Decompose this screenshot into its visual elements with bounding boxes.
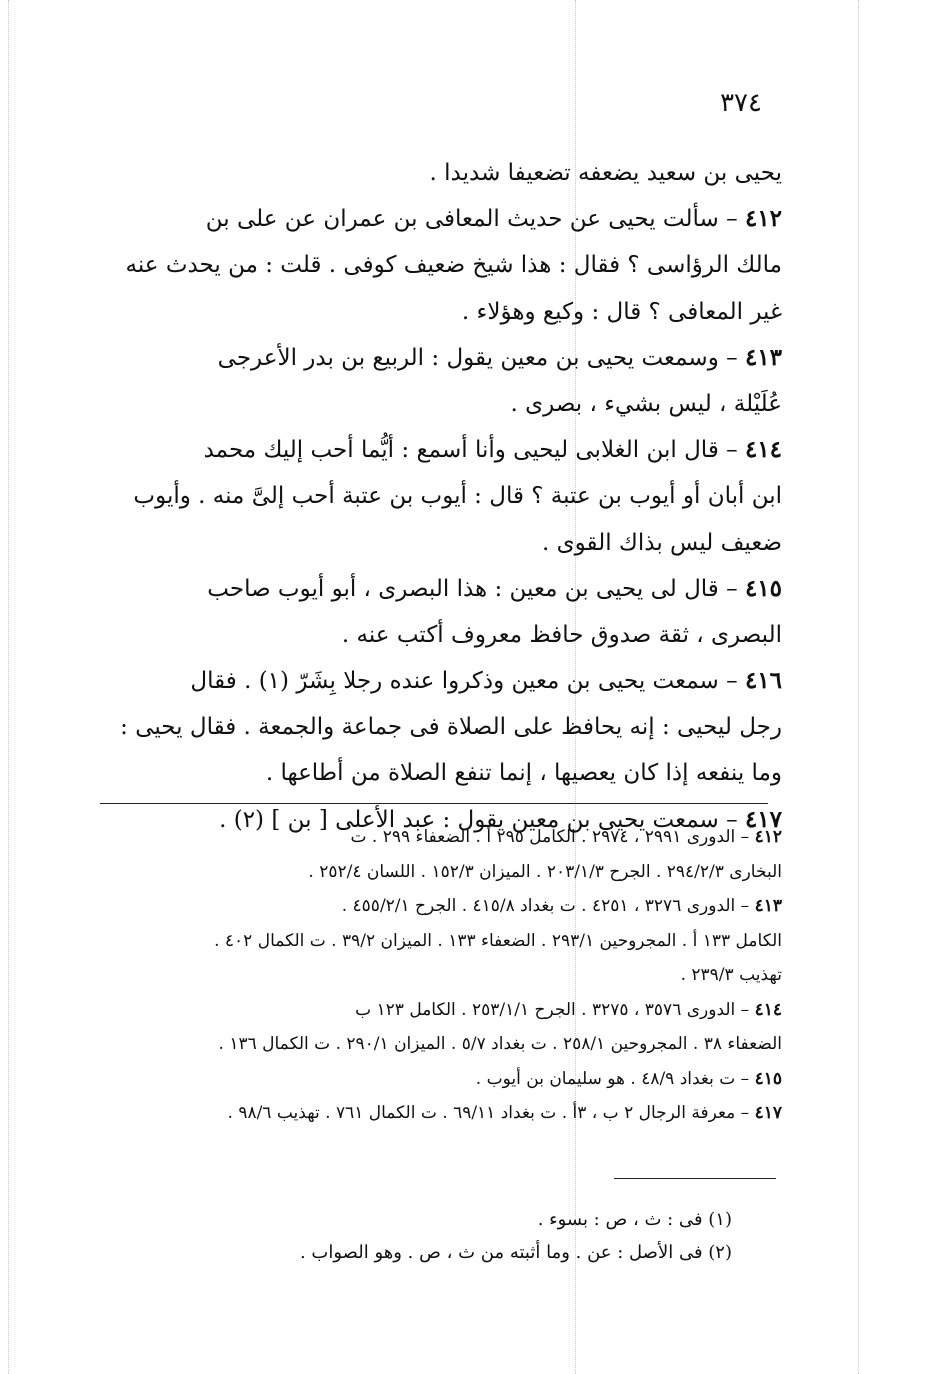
body-text: البصرى ، ثقة صدوق حافظ معروف أكتب عنه . (341, 621, 782, 648)
body-text: – سمعت يحيى بن معين يقول : عبد الأعلى [ بن ] (٢) . (219, 806, 745, 833)
page-number: ٣٧٤ (720, 88, 762, 118)
note-line (92, 855, 782, 890)
note-text: الكامل ١٣٣ أ . المجروحين ٢٩٣/١ . الضعفاء ١٣٣ . الميزان ٣٩/٢ . ت الكمال ٤٠٢ . (214, 930, 782, 951)
body-text: عُلَيْلة ، ليس بشيء ، بصرى . (510, 390, 782, 417)
body-text: يحيى بن سعيد يضعفه تضعيفا شديدا . (429, 160, 782, 186)
note-text: – الدورى ٣٥٧٦ ، ٣٢٧٥ . الجرح ٢٥٣/١/١ . الكامل ١٢٣ ب (355, 999, 755, 1020)
body-line (82, 704, 782, 750)
note-line (92, 1096, 782, 1131)
body-text: ابن أبان أو أيوب بن عتبة ؟ قال : أيوب بن عتبة أحب إلىَّ منه . وأيوب (133, 483, 782, 510)
note-entry-number: ٤١٢ (754, 827, 782, 847)
note-text: البخارى ٢٩٤/٢/٣ . الجرح ٢٠٣/١/٣ . الميزان ١٥٢/٣ . اللسان ٢٥٢/٤ . (308, 861, 782, 882)
body-line (82, 750, 782, 796)
body-text: – وسمعت يحيى بن معين يقول : الربيع بن بدر الأعرجى (217, 344, 745, 371)
body-line (82, 196, 782, 242)
body-entry-number: ٤١٦ (744, 667, 782, 695)
footnotes (150, 1203, 732, 1269)
note-entry-number: ٤١٤ (754, 999, 782, 1020)
body-line (82, 658, 782, 704)
body-text: – قال لى يحيى بن معين : هذا البصرى ، أبو أيوب صاحب (207, 575, 745, 602)
body-line (82, 473, 782, 519)
body-line (82, 612, 782, 658)
body-entry-number: ٤١٢ (744, 205, 782, 233)
note-text: الضعفاء ٣٨ . المجروحين ٢٥٨/١ . ت بغداد ٥/٧ . الميزان ٢٩٠/١ . ت الكمال ١٣٦ . (218, 1034, 782, 1054)
footnote-line: (١) فى : ث ، ص : بسوء . (537, 1209, 732, 1230)
scan-dotted-line (8, 0, 9, 1374)
note-line (92, 889, 782, 924)
body-text: مالك الرؤاسى ؟ فقال : هذا شيخ ضعيف كوفى . قلت : من يحدث عنه (125, 252, 782, 279)
body-text: غير المعافى ؟ قال : وكيع وهؤلاء . (461, 298, 782, 325)
note-text: – معرفة الرجال ٢ ب ، ٣أ . ت بغداد ٦٩/١١ . ت الكمال ٧٦١ . تهذيب ٩٨/٦ . (227, 1103, 755, 1123)
notes-separator (100, 803, 768, 804)
body-line (82, 566, 782, 612)
body-line (82, 335, 782, 381)
body-entry-number: ٤١٥ (744, 574, 782, 602)
body-line (82, 150, 782, 196)
body-text: ضعيف ليس بذاك القوى . (542, 529, 782, 556)
note-text: – الدورى ٢٩٩١ ، ٢٩٧٤ . الكامل ٢٩٥ أ . الضعفاء ٢٩٩ . ت (350, 827, 755, 847)
main-text (82, 150, 782, 843)
footnote-line: (٢) فى الأصل : عن . وما أثبته من ث ، ص . وهو الصواب . (299, 1242, 732, 1263)
body-entry-number: ٤١٤ (744, 436, 782, 464)
body-entry-number: ٤١٧ (744, 805, 782, 833)
body-text: – سمعت يحيى بن معين وذكروا عنده رجلا بِشَرّ (١) . فقال (190, 668, 745, 695)
scan-dotted-line (858, 0, 859, 1374)
body-line (82, 242, 782, 288)
note-line (92, 1062, 782, 1097)
note-text: – ت بغداد ٤٨/٩ . هو سليمان بن أيوب . (475, 1068, 755, 1089)
body-line (82, 289, 782, 335)
body-entry-number: ٤١٣ (744, 343, 782, 371)
body-text: – سألت يحيى عن حديث المعافى بن عمران عن على بن (205, 206, 745, 233)
note-line (92, 993, 782, 1028)
note-line (92, 1027, 782, 1062)
note-entry-number: ٤١٣ (754, 896, 782, 916)
body-line (82, 520, 782, 566)
source-notes (92, 820, 782, 1131)
note-line (92, 820, 782, 855)
body-line (82, 381, 782, 427)
note-text: تهذيب ٢٣٩/٣ . (680, 965, 782, 985)
body-text: وما ينفعه إذا كان يعصيها ، إنما تنفع الصلاة من أطاعها . (265, 760, 782, 787)
note-entry-number: ٤١٥ (754, 1068, 782, 1089)
body-text: رجل ليحيى : إنه يحافظ على الصلاة فى جماعة والجمعة . فقال يحيى : (120, 714, 782, 741)
body-line (82, 427, 782, 473)
note-line (92, 924, 782, 959)
note-entry-number: ٤١٧ (754, 1103, 782, 1123)
body-text: – قال ابن الغلابى ليحيى وأنا أسمع : أيُّما أحب إليك محمد (203, 437, 745, 464)
note-line (92, 958, 782, 993)
note-text: – الدورى ٣٢٧٦ ، ٤٢٥١ . ت بغداد ٤١٥/٨ . الجرح ٤٥٥/٢/١ . (341, 896, 755, 916)
footnote-separator (614, 1178, 776, 1179)
